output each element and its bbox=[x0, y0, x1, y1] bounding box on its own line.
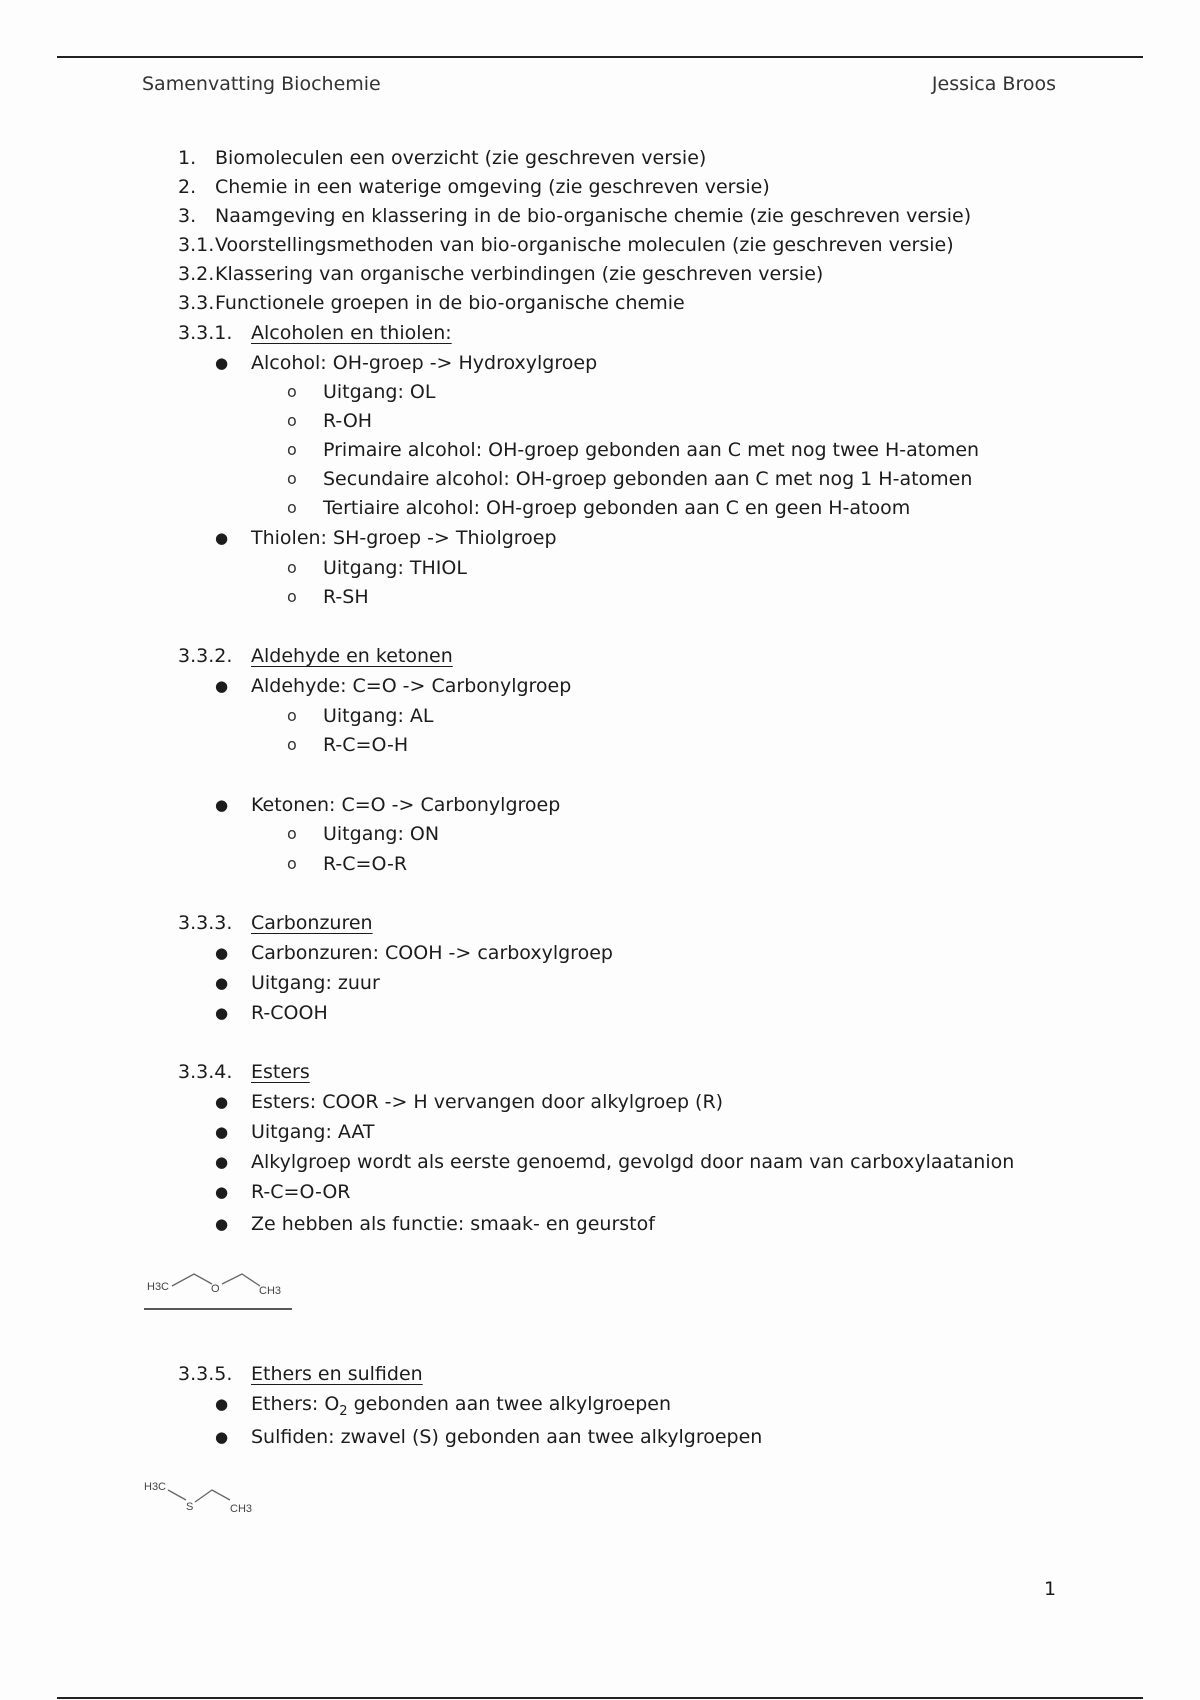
item-text: Uitgang: AAT bbox=[251, 1121, 375, 1143]
molecule-label: S bbox=[186, 1501, 194, 1513]
circle-bullet-icon: o bbox=[287, 440, 297, 459]
toc-num: 3.2. bbox=[178, 263, 215, 285]
item-text bbox=[251, 1392, 671, 1424]
molecule-label: H3C bbox=[147, 1281, 170, 1293]
molecule-label: H3C bbox=[144, 1481, 167, 1493]
circle-bullet-icon: o bbox=[287, 735, 297, 754]
molecule-label: CH3 bbox=[259, 1285, 282, 1297]
ether-subscript: 2 bbox=[339, 1403, 348, 1419]
item-text: Alkylgroep wordt als eerste genoemd, gevolgd door naam van carboxylaatanion bbox=[251, 1151, 1015, 1173]
header-title: Samenvatting Biochemie bbox=[142, 73, 381, 95]
section-title: Aldehyde en ketonen bbox=[251, 645, 453, 667]
item-text: R-C=O-R bbox=[323, 853, 408, 875]
section-title: Esters bbox=[251, 1061, 310, 1083]
toc-num: 1. bbox=[178, 147, 197, 169]
section-title: Carbonzuren bbox=[251, 912, 373, 934]
circle-bullet-icon: o bbox=[287, 558, 297, 577]
toc-text: Voorstellingsmethoden van bio-organische moleculen (zie geschreven versie) bbox=[215, 234, 954, 256]
toc-text: Chemie in een waterige omgeving (zie geschreven versie) bbox=[215, 176, 770, 198]
bullet-icon: ● bbox=[215, 974, 229, 992]
header-author: Jessica Broos bbox=[931, 73, 1056, 95]
bullet-icon: ● bbox=[215, 944, 229, 962]
bullet-icon: ● bbox=[215, 1004, 229, 1022]
item-text: Uitgang: OL bbox=[323, 381, 436, 403]
bullet-icon: ● bbox=[215, 796, 229, 814]
circle-bullet-icon: o bbox=[287, 824, 297, 843]
header-rule bbox=[57, 56, 1143, 58]
molecule-label: CH3 bbox=[230, 1503, 253, 1515]
item-text: R-SH bbox=[323, 586, 369, 608]
bullet-icon: ● bbox=[215, 1093, 229, 1111]
ether-structure-image bbox=[142, 1262, 302, 1312]
bullet-icon: ● bbox=[215, 354, 229, 372]
item-text: R-C=O-H bbox=[323, 734, 409, 756]
toc-num: 3.1. bbox=[178, 234, 215, 256]
item-text: Esters: COOR -> H vervangen door alkylgroep (R) bbox=[251, 1091, 724, 1113]
item-text: Sulfiden: zwavel (S) gebonden aan twee alkylgroepen bbox=[251, 1426, 763, 1448]
bullet-icon: ● bbox=[215, 1215, 229, 1233]
circle-bullet-icon: o bbox=[287, 382, 297, 401]
circle-bullet-icon: o bbox=[287, 854, 297, 873]
circle-bullet-icon: o bbox=[287, 587, 297, 606]
ether-text-pre: Ethers: O bbox=[251, 1393, 340, 1415]
section-title: Alcoholen en thiolen: bbox=[251, 322, 452, 344]
toc-text: Functionele groepen in de bio-organische chemie bbox=[215, 292, 685, 314]
section-title: Ethers en sulfiden bbox=[251, 1363, 423, 1385]
footer-rule bbox=[57, 1697, 1143, 1699]
item-text: Carbonzuren: COOH -> carboxylgroep bbox=[251, 942, 613, 964]
toc-num: 3.3. bbox=[178, 292, 215, 314]
toc-text: Biomoleculen een overzicht (zie geschreven versie) bbox=[215, 147, 707, 169]
circle-bullet-icon: o bbox=[287, 498, 297, 517]
item-text: R-OH bbox=[323, 410, 373, 432]
item-text: Secundaire alcohol: OH-groep gebonden aan C met nog 1 H-atomen bbox=[323, 468, 973, 490]
toc-text: Naamgeving en klassering in de bio-organische chemie (zie geschreven versie) bbox=[215, 205, 972, 227]
section-num: 3.3.1. bbox=[178, 322, 233, 344]
section-num: 3.3.2. bbox=[178, 645, 233, 667]
item-text: R-C=O-OR bbox=[251, 1181, 351, 1203]
item-text: Thiolen: SH-groep -> Thiolgroep bbox=[251, 527, 557, 549]
bullet-icon: ● bbox=[215, 1395, 229, 1413]
item-text: Uitgang: AL bbox=[323, 705, 434, 727]
page-number: 1 bbox=[1044, 1578, 1057, 1600]
circle-bullet-icon: o bbox=[287, 706, 297, 725]
section-num: 3.3.4. bbox=[178, 1061, 233, 1083]
circle-bullet-icon: o bbox=[287, 469, 297, 488]
toc-num: 3. bbox=[178, 205, 197, 227]
toc-text: Klassering van organische verbindingen (zie geschreven versie) bbox=[215, 263, 824, 285]
circle-bullet-icon: o bbox=[287, 411, 297, 430]
item-text: Uitgang: zuur bbox=[251, 972, 380, 994]
item-text: Uitgang: THIOL bbox=[323, 557, 467, 579]
bullet-icon: ● bbox=[215, 1428, 229, 1446]
item-text: R-COOH bbox=[251, 1002, 328, 1024]
section-num: 3.3.5. bbox=[178, 1363, 233, 1385]
section-num: 3.3.3. bbox=[178, 912, 233, 934]
ether-text-post: gebonden aan twee alkylgroepen bbox=[347, 1393, 672, 1415]
item-text: Ze hebben als functie: smaak- en geurstof bbox=[251, 1213, 655, 1235]
item-text: Aldehyde: C=O -> Carbonylgroep bbox=[251, 675, 572, 697]
item-text: Uitgang: ON bbox=[323, 823, 440, 845]
bullet-icon: ● bbox=[215, 529, 229, 547]
item-text: Alcohol: OH-groep -> Hydroxylgroep bbox=[251, 352, 598, 374]
bullet-icon: ● bbox=[215, 1183, 229, 1201]
bullet-icon: ● bbox=[215, 677, 229, 695]
bullet-icon: ● bbox=[215, 1123, 229, 1141]
bullet-icon: ● bbox=[215, 1153, 229, 1171]
item-text: Ketonen: C=O -> Carbonylgroep bbox=[251, 794, 561, 816]
item-text: Tertiaire alcohol: OH-groep gebonden aan C en geen H-atoom bbox=[323, 497, 911, 519]
molecule-label: O bbox=[211, 1283, 220, 1295]
toc-num: 2. bbox=[178, 176, 197, 198]
sulfide-structure-image bbox=[142, 1470, 272, 1518]
item-text: Primaire alcohol: OH-groep gebonden aan C met nog twee H-atomen bbox=[323, 439, 980, 461]
